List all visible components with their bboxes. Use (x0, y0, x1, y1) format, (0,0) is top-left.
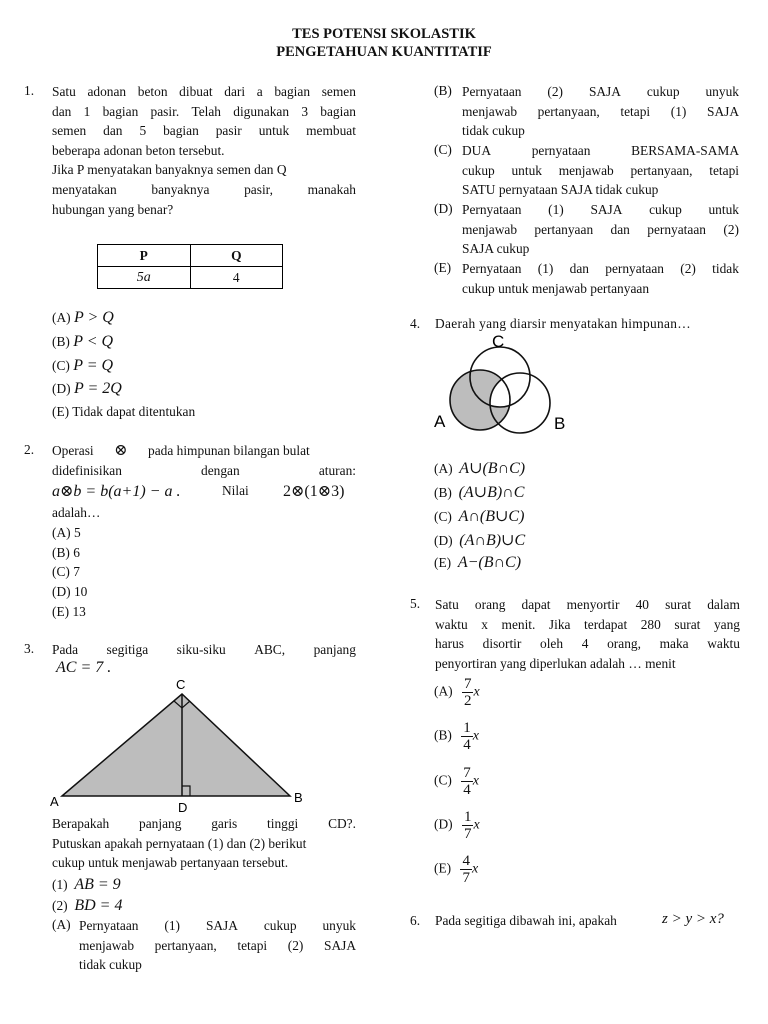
option-label: (D) (434, 533, 453, 548)
table-value-q: 4 (190, 267, 282, 289)
q2-option-e[interactable] (52, 604, 86, 620)
fraction-numerator: 7 (463, 765, 471, 781)
q5-option-d[interactable] (434, 809, 480, 842)
q4-option-e[interactable] (434, 554, 521, 572)
option-variable: x (472, 773, 479, 789)
option-label: (B) (434, 485, 452, 500)
option-variable: x (471, 861, 479, 877)
q3-option-b[interactable] (462, 82, 739, 141)
q2-option-a[interactable] (52, 525, 81, 541)
option-label: (C) (52, 564, 70, 579)
statement-label: (2) (52, 898, 68, 913)
q3-line-5: cukup untuk menjawab pertanyaan tersebut. (52, 855, 289, 871)
question-6-expression: z > y > x? (662, 911, 724, 927)
q5-option-a[interactable] (434, 676, 480, 709)
q3-line-3: Berapakah panjang garis tinggi CD?. (52, 816, 356, 831)
fraction-denominator: 4 (463, 737, 471, 753)
question-3-number: 3. (24, 641, 35, 656)
fraction-numerator: 4 (462, 853, 470, 869)
fraction-denominator: 2 (463, 693, 472, 709)
statement-text: AB = 9 (74, 876, 121, 893)
option-text: P = Q (73, 357, 114, 374)
q5-option-b[interactable] (434, 720, 479, 753)
q2-l1-rest: pada himpunan bilangan bulat (148, 443, 310, 458)
option-label: (E) (52, 404, 70, 419)
option-label: (E) (434, 555, 452, 570)
option-label: (D) (434, 816, 453, 832)
venn-label-a: A (434, 412, 446, 431)
option-line: Pernyataan (2) SAJA cukup unyuk (462, 84, 739, 99)
q2-option-b[interactable] (52, 545, 80, 561)
option-text: A∪(B∩C) (459, 460, 526, 477)
table-value-p: 5a (98, 267, 191, 289)
q1-option-a[interactable] (52, 309, 114, 327)
statement-label: (1) (52, 877, 68, 892)
q1-option-d[interactable] (52, 380, 122, 398)
q5-option-e[interactable] (434, 853, 478, 886)
option-text: 7 (73, 564, 80, 579)
q2-nilai: Nilai (222, 483, 249, 498)
option-label: (B) (52, 334, 70, 349)
question-5-text (435, 595, 740, 673)
fraction-numerator: 7 (463, 676, 472, 692)
option-fraction (461, 720, 473, 753)
statement-text: BD = 4 (74, 897, 123, 914)
fraction-denominator: 7 (462, 870, 470, 886)
option-text: (A∩B)∪C (459, 532, 526, 549)
fraction-denominator: 4 (463, 782, 471, 798)
q5-line-4: penyortiran yang diperlukan adalah … menit (435, 655, 676, 671)
question-1-number: 1. (24, 83, 35, 98)
option-text: P = 2Q (73, 380, 122, 397)
question-5-number: 5. (410, 596, 421, 611)
q1-pq-table (97, 244, 283, 289)
option-fraction (462, 676, 474, 709)
q2-adalah: adalah… (52, 505, 101, 520)
option-fraction (460, 853, 472, 886)
q4-option-d[interactable] (434, 530, 525, 550)
q1-line-3: semen dan 5 bagian pasir untuk membuat (52, 123, 356, 139)
question-1-text (52, 82, 356, 219)
table-header-p: P (98, 245, 191, 267)
option-line: Pernyataan (1) dan pernyataan (2) tidak (462, 261, 739, 276)
q1-line-7: hubungan yang benar? (52, 201, 174, 217)
question-4-number: 4. (410, 316, 421, 331)
option-label: (A) (434, 461, 453, 476)
q1-option-c[interactable] (52, 357, 113, 375)
vertex-label-d: D (178, 800, 188, 815)
q4-option-c[interactable] (434, 506, 524, 526)
q5-line-3: harus disortir oleh 4 orang, maka waktu (435, 636, 740, 652)
option-label: (C) (434, 509, 452, 524)
option-text: P > Q (73, 309, 114, 326)
option-line: menjawab pertanyaan dan pernyataan (2) (462, 221, 739, 237)
option-line: tidak cukup (79, 957, 142, 973)
page-subtitle: PENGETAHUAN KUANTITATIF (276, 44, 492, 60)
q1-line-6: menyatakan banyaknya pasir, manakah (52, 181, 356, 197)
option-line: Pernyataan (1) SAJA cukup unyuk (79, 918, 356, 933)
option-label: (A) (52, 310, 71, 325)
q3-option-e[interactable] (462, 259, 739, 298)
option-label: (A) (52, 525, 71, 540)
otimes-symbol: ⊗ (114, 442, 128, 459)
option-label: (D) (52, 381, 71, 396)
q5-line-1: Satu orang dapat menyortir 40 surat dalam (435, 597, 740, 612)
option-text: P < Q (73, 333, 114, 350)
q1-option-b[interactable] (52, 333, 113, 351)
vertex-label-b: B (294, 790, 303, 805)
q3-option-d-label[interactable]: (D) (434, 201, 453, 216)
question-4-text: Daerah yang diarsir menyatakan himpunan… (435, 316, 691, 331)
venn-label-b: B (554, 414, 566, 433)
option-fraction (462, 809, 474, 842)
option-label: (B) (52, 545, 70, 560)
q3-line-1: Pada segitiga siku-siku ABC, panjang (52, 642, 356, 657)
question-2-text (52, 441, 356, 480)
q3-statement-1 (52, 876, 121, 894)
q2-word: Operasi (52, 443, 94, 458)
q2-word: aturan: (318, 462, 356, 478)
option-text: 6 (73, 545, 80, 560)
option-line: menjawab pertanyaan, tetapi (1) SAJA (462, 103, 739, 119)
q3-given: AC = 7 . (56, 659, 112, 676)
q1-line-5: Jika P menyatakan banyaknya semen dan Q (52, 162, 287, 178)
option-text: (A∪B)∩C (458, 484, 525, 501)
option-variable: x (472, 728, 479, 744)
q2-word: didefinisikan (52, 462, 122, 478)
q3-option-d[interactable] (462, 200, 739, 259)
fraction-numerator: 1 (463, 720, 471, 736)
option-text: 10 (73, 584, 88, 599)
option-variable: x (473, 684, 480, 700)
option-line: Pernyataan (1) SAJA cukup untuk (462, 202, 739, 217)
right-triangle-figure (40, 672, 330, 818)
venn-diagram (430, 330, 580, 438)
q3-option-e-label[interactable]: (E) (434, 260, 452, 275)
q3-line-4: Putuskan apakah pernyataan (1) dan (2) berikut (52, 835, 307, 851)
triangle-abc (62, 694, 290, 796)
q1-option-e[interactable] (52, 404, 195, 420)
question-3-body (52, 814, 356, 873)
option-label: (A) (434, 683, 453, 699)
option-line: SATU pernyataan SAJA tidak cukup (462, 182, 659, 198)
option-text: A∩(B∪C) (458, 508, 525, 525)
option-text: 5 (73, 525, 81, 540)
vertex-label-a: A (50, 794, 59, 809)
fraction-numerator: 1 (463, 809, 472, 825)
q1-line-4: beberapa adonan beton tersebut. (52, 142, 225, 158)
option-label: (B) (434, 727, 452, 743)
q3-option-c-label[interactable]: (C) (434, 142, 452, 157)
vertex-label-c: C (176, 677, 186, 692)
q5-line-2: waktu x menit. Jika terdapat 280 surat yang (435, 616, 740, 632)
q3-option-c[interactable] (462, 141, 739, 200)
q2-option-d[interactable] (52, 584, 87, 600)
q2-word: dengan (201, 462, 240, 478)
option-line: cukup untuk menjawab pertanyaan (462, 280, 650, 296)
table-header-q: Q (190, 245, 282, 267)
option-line: SAJA cukup (462, 241, 530, 257)
question-3-text (52, 640, 356, 660)
option-variable: x (473, 817, 480, 833)
option-line: DUA pernyataan BERSAMA-SAMA (462, 143, 739, 158)
option-text: 13 (72, 604, 86, 619)
q4-option-b[interactable] (434, 482, 524, 502)
q2-expression: 2⊗(1⊗3) (283, 483, 345, 500)
question-6-number: 6. (410, 913, 421, 928)
q5-option-c[interactable] (434, 765, 479, 798)
q3-option-a-label[interactable]: (A) (52, 917, 71, 932)
option-text: Tidak dapat ditentukan (72, 404, 196, 419)
fraction-denominator: 7 (463, 826, 472, 842)
option-line: menjawab pertanyaan, tetapi (2) SAJA (79, 937, 356, 953)
option-line: cukup untuk menjawab pertanyaan, tetapi (462, 162, 739, 178)
q2-option-c[interactable] (52, 564, 80, 580)
option-label: (E) (434, 860, 452, 876)
option-label: (D) (52, 584, 71, 599)
option-label: (C) (52, 358, 70, 373)
option-label: (C) (434, 772, 452, 788)
q3-option-a[interactable] (79, 916, 356, 975)
venn-label-c: C (492, 332, 505, 351)
q2-formula: a⊗b = b(a+1) − a . (52, 483, 181, 500)
option-line: tidak cukup (462, 123, 525, 139)
question-6-text: Pada segitiga dibawah ini, apakah (435, 913, 617, 928)
question-2-number: 2. (24, 442, 35, 457)
q1-line-2: dan 1 bagian pasir. Telah digunakan 3 bagian (52, 103, 356, 119)
option-fraction (461, 765, 473, 798)
q3-option-b-label[interactable]: (B) (434, 83, 452, 98)
option-text: A−(B∩C) (457, 554, 522, 571)
q1-line-1: Satu adonan beton dibuat dari a bagian semen (52, 84, 356, 99)
q4-option-a[interactable] (434, 458, 525, 478)
q3-statement-2 (52, 897, 122, 915)
option-label: (E) (52, 604, 70, 619)
page-title: TES POTENSI SKOLASTIK (292, 26, 476, 42)
